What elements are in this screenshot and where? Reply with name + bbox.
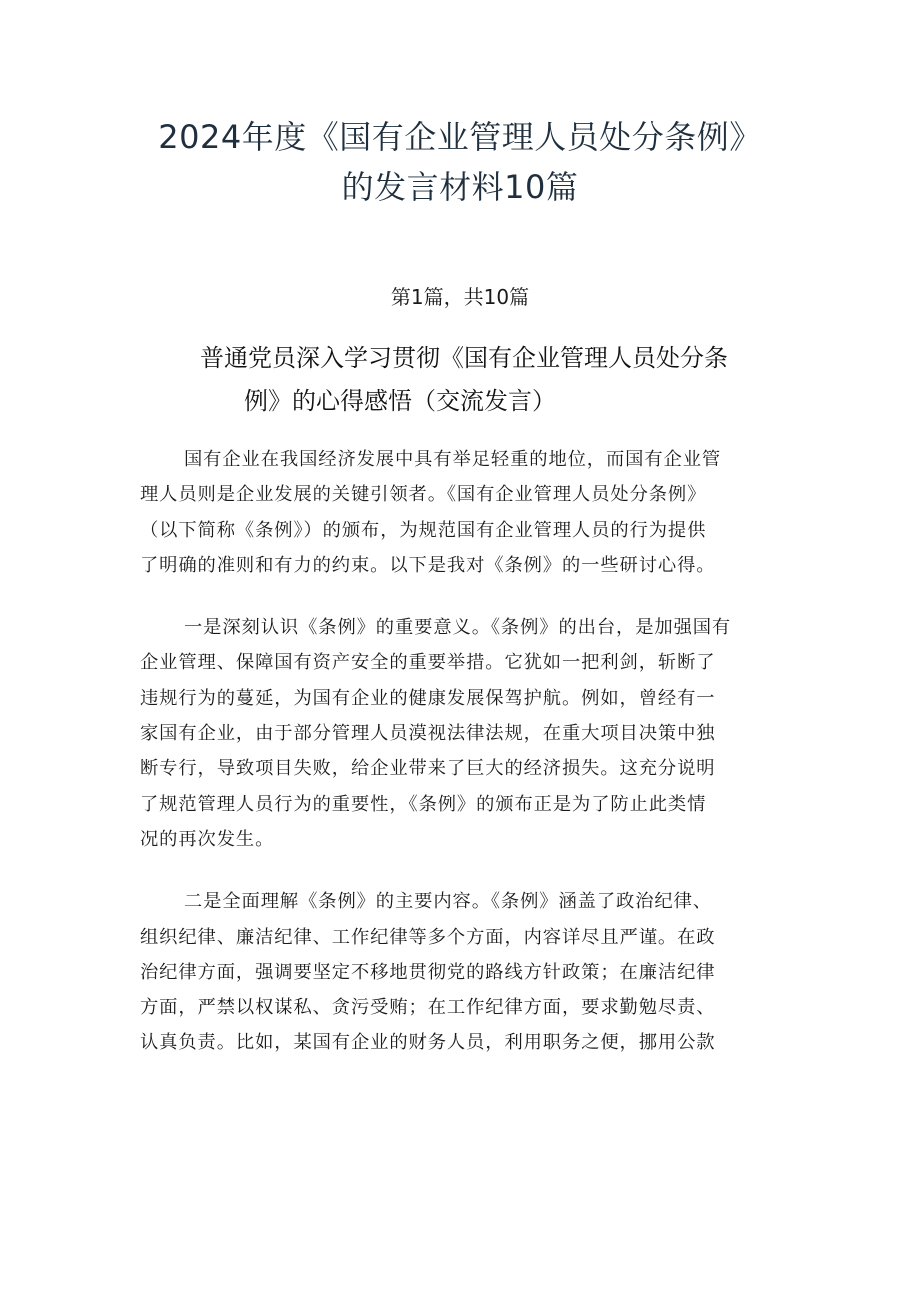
article-title [200, 337, 800, 423]
article-body [140, 442, 800, 1088]
paragraph-point-1: 一是深刻认识《条例》的重要意义。《条例》的出台，是加强国有 企业管理、保障国有资产安全的重要举措。它犹如一把利剑，斩断了 违规行为的蔓延，为国有企业的健康发展保驾护航。例如，曾经有一 家国有企业，由于部分管理人员漠视法律法规，在重大项目决策中独 断专行，导致项目失败，给企业带来了巨大的经济损失。这充分说明 了规范管理人员行为的重要性，《条例》的颁布正是为了防止此类情 况的再次发生。 [140, 617, 732, 850]
paragraph-point-2: 二是全面理解《条例》的主要内容。《条例》涵盖了政治纪律、 组织纪律、廉洁纪律、工作纪律等多个方面，内容详尽且严谨。在政 治纪律方面，强调要坚定不移地贯彻党的路线方针政策；在廉洁纪律 方面，严禁以权谋私、贪污受贿；在工作纪律方面，要求勤勉尽责、 认真负责。比如，某国有企业的财务人员，利用职务之便，挪用公款 [140, 891, 716, 1054]
document-title-line-1: 2024年度《国有企业管理人员处分条例》 [158, 118, 762, 156]
paragraph-intro: 国有企业在我国经济发展中具有举足轻重的地位，而国有企业管 理人员则是企业发展的关键引领者。《国有企业管理人员处分条例》 （以下简称《条例》）的颁布，为规范国有企业管理人员的行为提供 了明确的准则和有力的约束。以下是我对《条例》的一些研讨心得。 [140, 449, 722, 576]
document-title [0, 112, 920, 212]
article-title-line-1: 普通党员深入学习贯彻《国有企业管理人员处分条 [200, 344, 728, 372]
article-title-line-2: 例》的心得感悟（交流发言） [244, 387, 556, 415]
document-title-line-2: 的发言材料10篇 [341, 168, 579, 206]
section-label: 第1篇，共10篇 [390, 285, 530, 309]
